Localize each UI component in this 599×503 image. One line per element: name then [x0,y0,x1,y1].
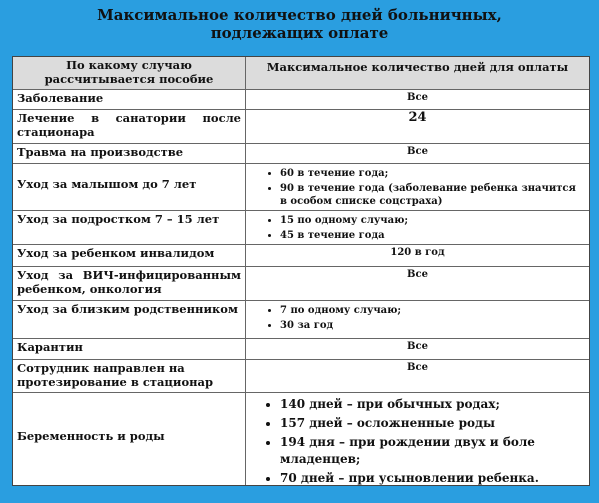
case-cell [13,110,246,143]
table-row [13,338,589,359]
sick-leave-table [12,56,590,486]
list-item: • 7 по одному случаю; [280,304,583,317]
case-line-2: ребенком, онкология [17,282,162,296]
value-cell: Все [407,341,428,352]
header-days: Максимальное количество дней для оплаты [246,57,589,89]
case-cell: Карантин [13,339,246,359]
value-cell: Все [407,146,428,157]
header-case [13,57,246,89]
table-row [13,109,589,143]
case-line-1: Уход за ВИЧ-инфицированным [17,268,241,282]
case-cell: Заболевание [13,90,246,109]
table-header-row [13,57,589,89]
table-row [13,163,589,210]
value-cell [246,393,589,485]
value-cell: Все [407,269,428,280]
table-row [13,143,589,163]
case-line-2: стационара [17,125,95,139]
day-list [252,214,583,242]
table-row [13,244,589,266]
day-list [252,167,583,208]
case-line-1: Лечение в санатории после [17,111,241,125]
case-cell: Уход за малышом до 7 лет [13,164,246,210]
list-item: • 70 дней – при усыновлении ребенка. [280,470,583,487]
table-row [13,210,589,244]
list-item: • 157 дней – осложненные роды [280,415,583,432]
value-cell [246,164,589,210]
case-cell [13,267,246,300]
page-title [0,6,599,42]
value-cell: Все [407,92,428,103]
case-cell: Уход за близким родственником [13,301,246,338]
list-item: • 45 в течение года [280,229,583,242]
case-line-1: Сотрудник направлен на [17,361,185,375]
value-cell: Все [407,362,428,373]
header-case-line-1: По какому случаю [66,58,192,72]
table-row [13,300,589,338]
list-item: • 140 дней – при обычных родах; [280,396,583,413]
table-row [13,266,589,300]
case-cell: Беременность и роды [13,393,246,485]
table-row [13,89,589,109]
value-cell: 24 [408,110,427,125]
day-list [252,304,583,332]
list-item: • 194 дня – при рождении двух и боле младенцев; [280,434,583,468]
list-item: • 60 в течение года; [280,167,583,180]
case-line-2: протезирование в стационар [17,375,214,389]
case-cell: Уход за ребенком инвалидом [13,245,246,266]
day-list [252,396,583,487]
list-item: • 15 по одному случаю; [280,214,583,227]
case-cell: Травма на производстве [13,144,246,163]
title-line-1: Максимальное количество дней больничных, [97,6,502,24]
case-cell: Уход за подростком 7 – 15 лет [13,211,246,244]
value-cell: 120 в год [390,247,445,258]
list-item: • 90 в течение года (заболевание ребенка значится в особом списке соцстраха) [280,182,583,208]
case-cell [13,360,246,392]
list-item: • 30 за год [280,319,583,332]
header-case-line-2: рассчитывается пособие [44,72,214,86]
title-line-2: подлежащих оплате [210,24,389,42]
table-row [13,359,589,392]
table-row [13,392,589,485]
value-cell [246,211,589,244]
value-cell [246,301,589,338]
